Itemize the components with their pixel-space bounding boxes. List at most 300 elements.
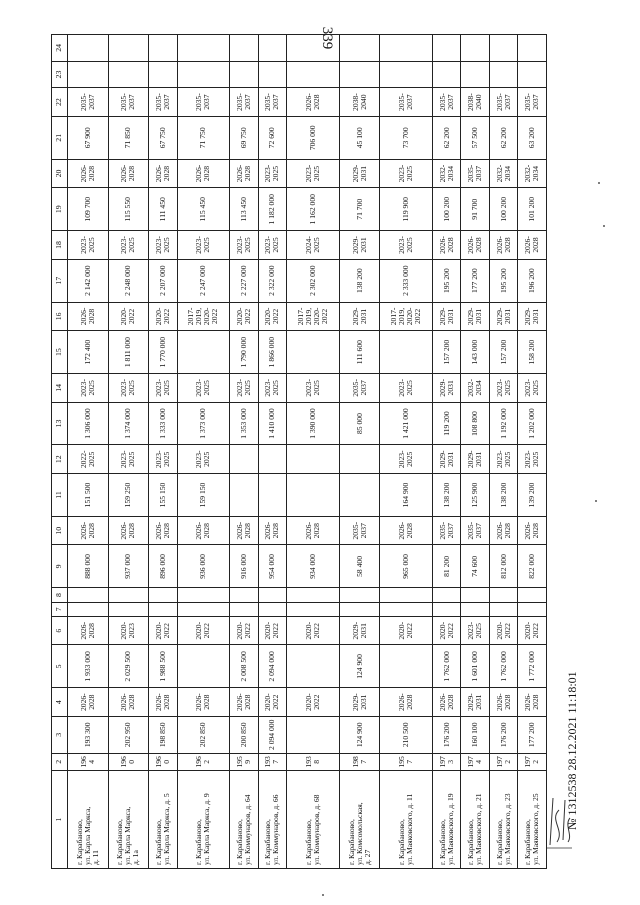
value-cell: 2 302 000 (287, 259, 340, 302)
value-cell: 2023- 2025 (68, 374, 109, 403)
value-cell: 69 750 (230, 116, 259, 159)
value-cell: 812 000 (489, 545, 518, 588)
value-cell (339, 445, 380, 474)
table-row (68, 35, 109, 869)
value-cell: 2029- 2031 (432, 445, 461, 474)
header-cell: 5 (52, 645, 68, 688)
value-cell: 2035- 2037 (380, 88, 433, 117)
value-cell (149, 61, 178, 88)
value-cell (489, 602, 518, 616)
value-cell: 62 200 (489, 116, 518, 159)
value-cell: 2020- 2022 (258, 616, 287, 645)
value-cell (230, 445, 259, 474)
value-cell: 2 029 500 (108, 645, 149, 688)
value-cell: 2035- 2037 (518, 88, 547, 117)
value-cell: 2023- 2025 (258, 231, 287, 260)
value-cell (258, 602, 287, 616)
value-cell: 176 200 (432, 716, 461, 753)
value-cell (287, 645, 340, 688)
value-cell (287, 474, 340, 517)
value-cell: 73 700 (380, 116, 433, 159)
table-row (177, 35, 230, 869)
value-cell: 138 200 (489, 474, 518, 517)
header-cell: 20 (52, 159, 68, 188)
value-cell: 74 600 (461, 545, 490, 588)
header-cell: 3 (52, 716, 68, 753)
header-cell: 7 (52, 602, 68, 616)
address-cell: г. Карабаново, ул. Маяковского, д. 25 (518, 771, 547, 869)
value-cell (461, 61, 490, 88)
value-cell: 1987 (339, 753, 380, 770)
address-cell: г. Карабаново, ул. Маяковского, д. 23 (489, 771, 518, 869)
value-cell (432, 588, 461, 602)
value-cell: 2020- 2022 (287, 688, 340, 717)
table-row (339, 35, 380, 869)
value-cell: 2023- 2025 (108, 231, 149, 260)
value-cell: 2026- 2028 (108, 688, 149, 717)
value-cell: 822 000 (518, 545, 547, 588)
value-cell: 155 150 (149, 474, 178, 517)
value-cell (518, 35, 547, 62)
value-cell: 2026- 2028 (518, 688, 547, 717)
value-cell: 2026- 2028 (461, 231, 490, 260)
table-row (287, 35, 340, 869)
value-cell: 85 000 (339, 402, 380, 445)
value-cell: 125 900 (461, 474, 490, 517)
value-cell: 2023- 2025 (149, 374, 178, 403)
value-cell: 2020- 2022 (432, 616, 461, 645)
header-cell: 4 (52, 688, 68, 717)
value-cell: 139 200 (518, 474, 547, 517)
value-cell: 2029- 2031 (339, 688, 380, 717)
value-cell (489, 588, 518, 602)
value-cell: 63 200 (518, 116, 547, 159)
value-cell (339, 35, 380, 62)
value-cell: 2038- 2040 (461, 88, 490, 117)
value-cell: 2 207 000 (149, 259, 178, 302)
value-cell: 198 850 (149, 716, 178, 753)
value-cell: 1973 (432, 753, 461, 770)
value-cell: 2026- 2028 (489, 231, 518, 260)
value-cell: 916 000 (230, 545, 259, 588)
value-cell: 71 750 (177, 116, 230, 159)
value-cell (432, 35, 461, 62)
value-cell: 2023- 2025 (177, 374, 230, 403)
header-cell: 16 (52, 302, 68, 331)
value-cell: 157 200 (489, 331, 518, 374)
value-cell: 2023- 2025 (287, 159, 340, 188)
address-cell: г. Карабаново, ул. Комсомольская, д. 27 (339, 771, 380, 869)
header-cell: 13 (52, 402, 68, 445)
header-cell: 2 (52, 753, 68, 770)
value-cell: 2032- 2034 (432, 159, 461, 188)
value-cell: 108 800 (461, 402, 490, 445)
value-cell: 954 000 (258, 545, 287, 588)
value-cell (461, 35, 490, 62)
value-cell: 2023- 2025 (380, 231, 433, 260)
scan-speck (322, 894, 324, 896)
value-cell: 2029- 2031 (339, 302, 380, 331)
value-cell: 138 200 (432, 474, 461, 517)
value-cell (258, 474, 287, 517)
value-cell: 2038- 2040 (339, 88, 380, 117)
value-cell: 2020- 2022 (149, 616, 178, 645)
value-cell: 2024- 2025 (287, 231, 340, 260)
value-cell: 965 000 (380, 545, 433, 588)
value-cell (230, 588, 259, 602)
value-cell: 195 200 (489, 259, 518, 302)
value-cell: 1960 (108, 753, 149, 770)
value-cell: 2 248 000 (108, 259, 149, 302)
value-cell: 1962 (177, 753, 230, 770)
value-cell: 934 000 (287, 545, 340, 588)
address-cell: г. Карабаново, ул. Карла Маркса, д. 9 (177, 771, 230, 869)
value-cell (287, 35, 340, 62)
value-cell: 2023- 2025 (518, 374, 547, 403)
address-cell: г. Карабаново, ул. Маяковского, д. 11 (380, 771, 433, 869)
value-cell: 57 500 (461, 116, 490, 159)
value-cell: 1959 (230, 753, 259, 770)
value-cell: 2035- 2037 (461, 159, 490, 188)
value-cell: 196 200 (518, 259, 547, 302)
value-cell (230, 61, 259, 88)
value-cell: 2020- 2022 (230, 302, 259, 331)
value-cell (258, 445, 287, 474)
value-cell: 2026- 2028 (68, 616, 109, 645)
value-cell: 157 200 (432, 331, 461, 374)
value-cell (339, 61, 380, 88)
value-cell: 109 700 (68, 188, 109, 231)
value-cell: 2020- 2022 (258, 688, 287, 717)
value-cell: 2026- 2028 (489, 688, 518, 717)
value-cell: 2026- 2028 (149, 688, 178, 717)
address-cell: г. Карабаново, ул. Коммунаров, д. 64 (230, 771, 259, 869)
value-cell: 2023- 2025 (230, 231, 259, 260)
value-cell: 2026- 2028 (177, 688, 230, 717)
value-cell (287, 716, 340, 753)
value-cell: 1 421 000 (380, 402, 433, 445)
value-cell (177, 35, 230, 62)
value-cell: 200 850 (230, 716, 259, 753)
value-cell (68, 35, 109, 62)
header-cell: 6 (52, 616, 68, 645)
value-cell: 58 400 (339, 545, 380, 588)
value-cell (108, 602, 149, 616)
value-cell: 2026- 2028 (149, 159, 178, 188)
value-cell: 1 162 000 (287, 188, 340, 231)
value-cell: 2026- 2028 (108, 516, 149, 545)
value-cell: 2026- 2028 (149, 516, 178, 545)
value-cell: 2023- 2025 (149, 231, 178, 260)
value-cell: 2020- 2023 (108, 616, 149, 645)
value-cell (489, 61, 518, 88)
value-cell: 111 450 (149, 188, 178, 231)
value-cell: 159 250 (108, 474, 149, 517)
value-cell: 2023- 2025 (287, 374, 340, 403)
table-row (149, 35, 178, 869)
value-cell: 936 000 (177, 545, 230, 588)
value-cell: 2020- 2022 (177, 616, 230, 645)
value-cell: 2 094 000 (258, 716, 287, 753)
header-cell: 22 (52, 88, 68, 117)
value-cell: 2023- 2025 (149, 445, 178, 474)
value-cell: 202 950 (108, 716, 149, 753)
header-cell: 1 (52, 771, 68, 869)
header-cell: 17 (52, 259, 68, 302)
value-cell: 2026- 2028 (518, 231, 547, 260)
value-cell: 2 094 000 (258, 645, 287, 688)
page-number: 339 (319, 26, 336, 50)
value-cell (287, 588, 340, 602)
value-cell: 101 200 (518, 188, 547, 231)
header-cell: 23 (52, 61, 68, 88)
value-cell: 2032- 2034 (518, 159, 547, 188)
value-cell: 1 790 000 (230, 331, 259, 374)
value-cell: 71 700 (339, 188, 380, 231)
address-cell: г. Карабаново, ул. Коммунаров, д. 66 (258, 771, 287, 869)
value-cell (380, 61, 433, 88)
value-cell: 100 200 (489, 188, 518, 231)
value-cell: 2023- 2025 (489, 445, 518, 474)
value-cell: 2029- 2031 (461, 688, 490, 717)
value-cell: 2 227 000 (230, 259, 259, 302)
value-cell: 2026- 2028 (68, 302, 109, 331)
value-cell (177, 602, 230, 616)
value-cell: 1 410 000 (258, 402, 287, 445)
value-cell: 2026- 2028 (380, 516, 433, 545)
value-cell: 2023- 2025 (518, 445, 547, 474)
value-cell: 1972 (518, 753, 547, 770)
value-cell (287, 331, 340, 374)
header-cell: 11 (52, 474, 68, 517)
value-cell: 2026- 2028 (177, 516, 230, 545)
value-cell (177, 61, 230, 88)
table-row (518, 35, 547, 869)
value-cell: 2020- 2022 (287, 616, 340, 645)
value-cell: 1 762 000 (432, 645, 461, 688)
value-cell: 1 333 000 (149, 402, 178, 445)
value-cell: 2035- 2037 (149, 88, 178, 117)
value-cell: 2035- 2037 (177, 88, 230, 117)
value-cell: 67 750 (149, 116, 178, 159)
scan-speck (595, 500, 597, 502)
address-cell: г. Карабаново, ул. Маяковского, д. 19 (432, 771, 461, 869)
value-cell: 2023- 2025 (108, 374, 149, 403)
value-cell: 67 900 (68, 116, 109, 159)
value-cell: 1 933 000 (68, 645, 109, 688)
value-cell: 100 200 (432, 188, 461, 231)
value-cell: 2020- 2022 (108, 302, 149, 331)
value-cell: 111 600 (339, 331, 380, 374)
value-cell: 2026- 2028 (108, 159, 149, 188)
value-cell (230, 474, 259, 517)
value-cell: 2026- 2028 (489, 516, 518, 545)
value-cell (149, 35, 178, 62)
table-row (432, 35, 461, 869)
value-cell: 2029- 2031 (461, 302, 490, 331)
value-cell: 2029- 2031 (432, 374, 461, 403)
value-cell: 1 306 000 (68, 402, 109, 445)
value-cell (380, 645, 433, 688)
table-row (258, 35, 287, 869)
value-cell (108, 588, 149, 602)
value-cell: 158 200 (518, 331, 547, 374)
value-cell: 2020- 2022 (258, 302, 287, 331)
value-cell: 1 353 000 (230, 402, 259, 445)
value-cell: 2020- 2022 (489, 616, 518, 645)
value-cell: 2029- 2031 (489, 302, 518, 331)
header-cell: 8 (52, 588, 68, 602)
value-cell (177, 588, 230, 602)
value-cell: 2035- 2037 (339, 374, 380, 403)
value-cell: 2035- 2037 (108, 88, 149, 117)
value-cell: 2029- 2031 (339, 616, 380, 645)
value-cell: 1960 (149, 753, 178, 770)
value-cell: 1974 (461, 753, 490, 770)
value-cell (380, 602, 433, 616)
value-cell: 2020- 2022 (230, 616, 259, 645)
value-cell (461, 588, 490, 602)
table-header-row (52, 35, 68, 869)
address-cell: г. Карабаново, ул. Карла Маркса, д. 1а (108, 771, 149, 869)
value-cell: 45 100 (339, 116, 380, 159)
header-cell: 19 (52, 188, 68, 231)
header-cell: 21 (52, 116, 68, 159)
value-cell: 2022- 2025 (68, 445, 109, 474)
value-cell: 2029- 2031 (518, 302, 547, 331)
value-cell: 2032- 2034 (461, 374, 490, 403)
value-cell: 2035- 2037 (432, 516, 461, 545)
value-cell: 888 000 (68, 545, 109, 588)
value-cell: 1 772 000 (518, 645, 547, 688)
value-cell: 2 322 000 (258, 259, 287, 302)
value-cell: 2 333 000 (380, 259, 433, 302)
value-cell (108, 61, 149, 88)
value-cell: 706 000 (287, 116, 340, 159)
value-cell: 1 390 000 (287, 402, 340, 445)
value-cell (68, 588, 109, 602)
value-cell (489, 35, 518, 62)
value-cell: 71 850 (108, 116, 149, 159)
value-cell: 2020- 2022 (149, 302, 178, 331)
value-cell: 119 900 (380, 188, 433, 231)
value-cell (149, 602, 178, 616)
value-cell: 2020- 2022 (518, 616, 547, 645)
value-cell: 2026- 2028 (230, 159, 259, 188)
value-cell: 1972 (489, 753, 518, 770)
value-cell: 160 100 (461, 716, 490, 753)
scan-speck (603, 225, 605, 227)
value-cell: 1 866 000 (258, 331, 287, 374)
value-cell: 2035- 2037 (339, 516, 380, 545)
value-cell: 896 000 (149, 545, 178, 588)
value-cell: 138 200 (339, 259, 380, 302)
value-cell: 2026- 2028 (68, 159, 109, 188)
value-cell: 119 200 (432, 402, 461, 445)
value-cell: 2035- 2037 (489, 88, 518, 117)
value-cell: 2023- 2025 (258, 374, 287, 403)
value-cell: 1 770 000 (149, 331, 178, 374)
value-cell: 2029- 2031 (339, 159, 380, 188)
value-cell: 2023- 2025 (489, 374, 518, 403)
value-cell: 937 000 (108, 545, 149, 588)
value-cell (287, 61, 340, 88)
value-cell: 2023- 2025 (230, 374, 259, 403)
value-cell (432, 61, 461, 88)
table-row (230, 35, 259, 869)
value-cell: 2035- 2037 (461, 516, 490, 545)
table-body (68, 35, 547, 869)
value-cell: 1 192 000 (489, 402, 518, 445)
address-cell: г. Карабаново, ул. Коммунаров, д. 68 (287, 771, 340, 869)
value-cell: 176 200 (489, 716, 518, 753)
value-cell: 1 988 500 (149, 645, 178, 688)
value-cell: 2035- 2037 (68, 88, 109, 117)
value-cell: 1937 (258, 753, 287, 770)
value-cell: 164 900 (380, 474, 433, 517)
value-cell: 2023- 2025 (177, 231, 230, 260)
value-cell: 2032- 2034 (489, 159, 518, 188)
value-cell: 2023- 2025 (177, 445, 230, 474)
value-cell: 151 500 (68, 474, 109, 517)
value-cell: 2026- 2028 (287, 516, 340, 545)
value-cell: 124 900 (339, 645, 380, 688)
header-cell: 24 (52, 35, 68, 62)
value-cell: 2035- 2037 (258, 88, 287, 117)
value-cell (258, 35, 287, 62)
header-cell: 10 (52, 516, 68, 545)
header-cell: 15 (52, 331, 68, 374)
value-cell (230, 35, 259, 62)
value-cell: 193 300 (68, 716, 109, 753)
value-cell (177, 645, 230, 688)
value-cell: 62 200 (432, 116, 461, 159)
value-cell: 1 374 000 (108, 402, 149, 445)
value-cell (518, 602, 547, 616)
value-cell: 1 762 000 (489, 645, 518, 688)
value-cell (339, 602, 380, 616)
table-row (461, 35, 490, 869)
value-cell: 2 247 000 (177, 259, 230, 302)
value-cell: 2035- 2037 (432, 88, 461, 117)
document-serial-number: № 1312538 28.12.2021 11:18:01 (565, 671, 579, 830)
value-cell: 2 008 500 (230, 645, 259, 688)
value-cell: 2026- 2028 (177, 159, 230, 188)
value-cell: 172 400 (68, 331, 109, 374)
value-cell: 113 450 (230, 188, 259, 231)
value-cell (68, 602, 109, 616)
rotated-table-container (51, 34, 547, 869)
value-cell: 1 373 000 (177, 402, 230, 445)
value-cell: 1 601 000 (461, 645, 490, 688)
value-cell: 1938 (287, 753, 340, 770)
value-cell (518, 588, 547, 602)
value-cell: 177 200 (518, 716, 547, 753)
table-row (108, 35, 149, 869)
value-cell (380, 331, 433, 374)
signature-stamp (545, 790, 575, 850)
value-cell (287, 445, 340, 474)
value-cell (68, 61, 109, 88)
repair-schedule-table (51, 34, 547, 869)
value-cell: 143 000 (461, 331, 490, 374)
value-cell (287, 602, 340, 616)
value-cell: 2035- 2037 (230, 88, 259, 117)
value-cell (461, 602, 490, 616)
value-cell (149, 588, 178, 602)
value-cell (380, 588, 433, 602)
value-cell: 2023- 2025 (380, 445, 433, 474)
